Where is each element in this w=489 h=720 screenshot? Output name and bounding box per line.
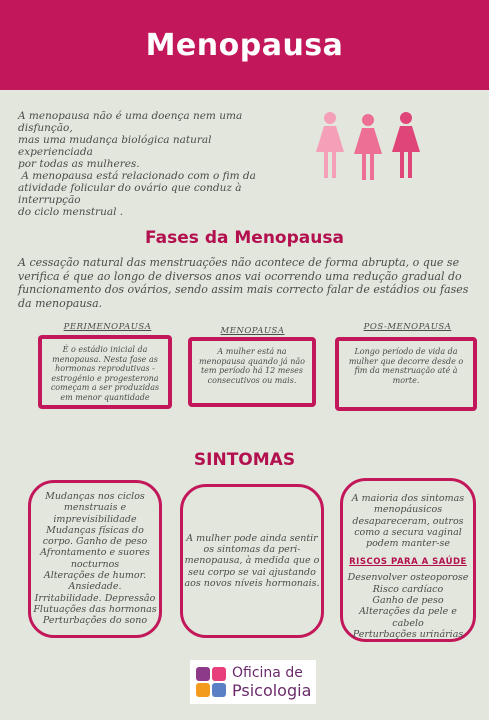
phase-label-perimenopausa: PERIMENOPAUSA: [63, 322, 152, 332]
phase-box-perimenopausa: [38, 335, 172, 409]
symptom-line: A maioria dos sintomas: [351, 493, 465, 504]
symptom-line: Ansiedade.: [68, 581, 122, 593]
risk-line: Perturbações urinárias: [352, 628, 464, 640]
intro-line: A menopausa não é uma doença nem uma disfunção,: [18, 110, 243, 134]
symptom-line: como a secura vaginal: [354, 526, 462, 538]
logo-square: [212, 667, 226, 681]
phase-text: Longo período de vida da mulher que decorre desde o fim da menstruação até à morte.: [348, 347, 464, 385]
intro-text: [18, 110, 280, 218]
risk-list: [343, 572, 473, 640]
symptom-line: Mudanças nos ciclos: [45, 491, 145, 502]
symptom-line: Flutuações das hormonas: [33, 603, 157, 615]
page-title: Menopausa: [145, 27, 344, 63]
header-banner: [0, 0, 489, 90]
intro-line: do ciclo menstrual .: [18, 206, 124, 218]
symptom-list: [31, 491, 159, 627]
risk-title: RISCOS PARA A SAÚDE: [349, 557, 467, 568]
symptom-line: Afrontamento e suores: [40, 547, 150, 559]
symptom-line: podem manter-se: [365, 538, 450, 550]
symptom-line: Alterações de humor.: [43, 570, 147, 582]
symptom-line: aos novos níveis hormonais.: [184, 577, 320, 589]
woman-figure-icon: [316, 112, 344, 178]
three-women-icon: [310, 110, 430, 182]
risk-line: Alterações da pele e cabelo: [359, 606, 457, 629]
symptoms-box-pos-menopausa: [340, 478, 476, 642]
phase-box-menopausa: [188, 337, 316, 407]
symptom-line: Perturbações do sono: [42, 615, 148, 627]
intro-line: por todas as mulheres.: [18, 158, 140, 170]
symptom-list: [185, 533, 320, 589]
logo-text: [232, 665, 311, 699]
intro-line: A menopausa está relacionado com o fim da: [18, 170, 256, 182]
logo-square: [212, 683, 226, 697]
symptom-line: Irritabilidade. Depressão: [34, 592, 156, 604]
symptoms-box-menopausa: [180, 484, 324, 638]
symptom-line: corpo. Ganho de peso: [42, 536, 148, 548]
logo-square: [196, 667, 210, 681]
symptom-line: desapareceram, outros: [352, 515, 464, 527]
logo-square: [196, 683, 210, 697]
symptom-line: nocturnos: [70, 558, 120, 570]
risk-line: Desenvolver osteoporose: [347, 572, 469, 584]
phase-text: A mulher está na menopausa quando já não tem período há 12 meses consecutivos ou mais.: [199, 347, 305, 385]
phase-label-pos-menopausa: POS-MENOPAUSA: [363, 322, 452, 332]
phase-label-menopausa: MENOPAUSA: [220, 326, 285, 336]
phase-text: É o estádio inicial da menopausa. Nesta fase as hormonas reprodutivas - estrogénio e progesterona começam a ser produzidas em menor quantidade: [50, 345, 160, 402]
symptom-line: menstruais e: [63, 502, 127, 514]
symptoms-box-perimenopausa: [28, 480, 162, 638]
oficina-de-psicologia-logo: [190, 660, 316, 704]
logo-line1: Oficina de: [232, 665, 303, 681]
risk-line: Ganho de peso: [372, 595, 444, 607]
symptom-line: os sintomas da peri-: [203, 544, 301, 556]
intro-line: mas uma mudança biológica natural experienciada: [18, 134, 212, 158]
sintomas-title: SINTOMAS: [193, 450, 296, 470]
symptom-line: seu corpo se vai ajustando: [188, 566, 316, 578]
symptom-line: A mulher pode ainda sentir: [186, 532, 318, 544]
logo-squares-icon: [196, 667, 226, 697]
risk-line: Risco cardíaco: [372, 583, 444, 595]
logo-line2: Psicologia: [232, 681, 312, 700]
symptom-line: imprevisibilidade: [53, 513, 137, 525]
woman-figure-icon: [392, 112, 420, 178]
fases-title: Fases da Menopausa: [145, 228, 344, 248]
intro-line: atividade folicular do ovário que conduz à interrupção: [18, 182, 242, 206]
symptom-line: menopausa, à medida que o: [184, 555, 320, 567]
phase-box-pos-menopausa: [335, 337, 477, 411]
symptom-line: Mudanças físicas do: [46, 524, 144, 536]
symptom-line: menopáusicos: [373, 504, 443, 516]
woman-figure-icon: [354, 114, 382, 180]
fases-description: A cessação natural das menstruações não acontece de forma abrupta, o que se verifica é que ao longo de diversos anos vai ocorrendo uma redução gradual do funcionamento dos ovários, sendo assim mais correcto falar de estádios ou fases da menopausa.: [18, 256, 469, 310]
symptom-list: [343, 493, 473, 549]
